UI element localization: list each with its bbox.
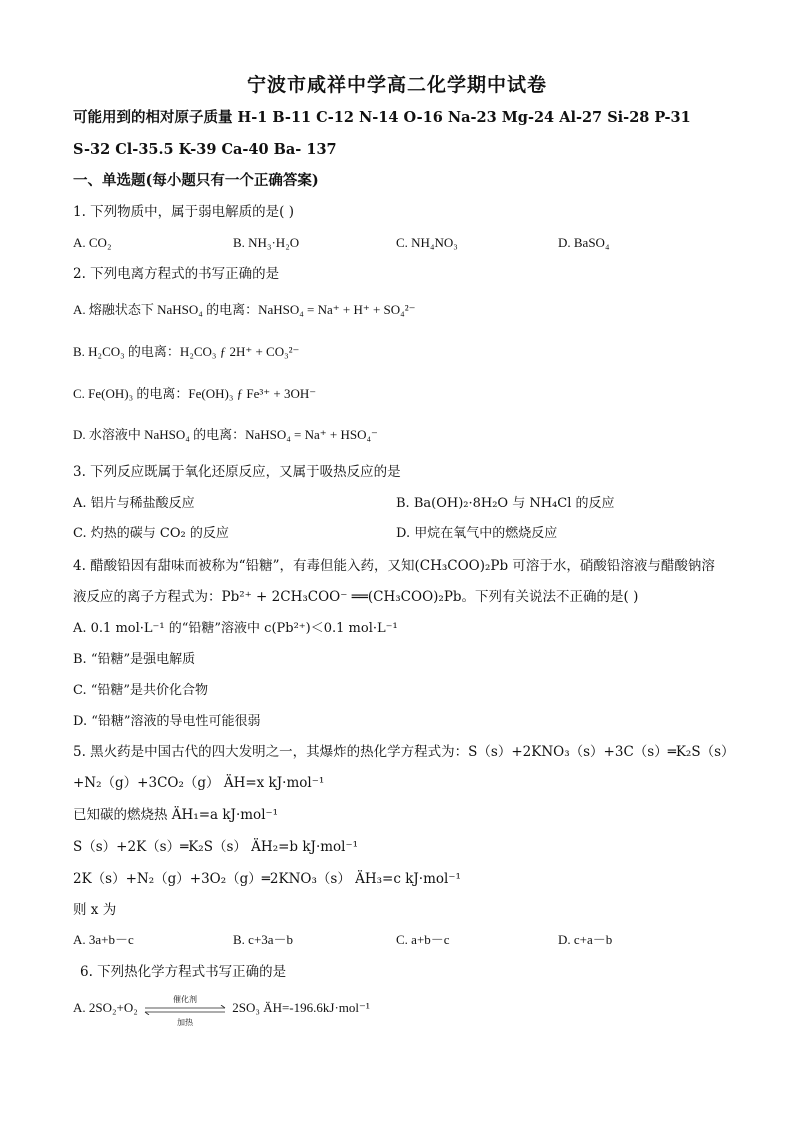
question-5-stem-line-1: 5. 黑火药是中国古代的四大发明之一，其爆炸的热化学方程式为：S（s）+2KNO₃（s）+3C（s）═K₂S（s）	[73, 744, 735, 760]
question-1-option-d: D. BaSO₄	[558, 235, 610, 250]
arrow-condition-bottom: 加热	[177, 1018, 194, 1028]
question-3-stem: 3. 下列反应既属于氧化还原反应，又属于吸热反应的是	[73, 464, 401, 480]
reversible-arrow	[141, 995, 229, 1028]
question-5-option-d: D. c+a－b	[558, 932, 613, 947]
question-1-stem: 1. 下列物质中，属于弱电解质的是( )	[73, 204, 294, 220]
question-6-option-a-products: 2SO₃ ÄH=-196.6kJ·mol⁻¹	[232, 1000, 370, 1015]
question-6-option-a-reactants: A. 2SO₂+O₂	[73, 1000, 138, 1015]
question-4-stem-line-1: 4. 醋酸铅因有甜味而被称为“铅糖”，有毒但能入药，又知(CH₃COO)₂Pb 可溶于水，硝酸铅溶液与醋酸钠溶	[73, 558, 715, 574]
section-heading: 一、单选题(每小题只有一个正确答案)	[73, 172, 319, 189]
question-4-option-c: C. “铅糖”是共价化合物	[73, 683, 209, 698]
question-2-option-b: B. H₂CO₃ 的电离：H₂CO₃ ƒ 2H⁺ + CO₃²⁻	[73, 344, 300, 359]
question-3-option-c: C. 灼热的碳与 CO₂ 的反应	[73, 526, 229, 541]
question-5-option-c: C. a+b－c	[396, 932, 450, 947]
question-5-stem-line-2: +N₂（g）+3CO₂（g） ÄH=x kJ·mol⁻¹	[73, 775, 325, 791]
question-1-option-b: B. NH₃·H₂O	[233, 235, 300, 250]
question-5-stem-line-3: 已知碳的燃烧热 ÄH₁=a kJ·mol⁻¹	[73, 807, 279, 823]
question-1-option-c: C. NH₄NO₃	[396, 235, 458, 250]
exam-title: 宁波市咸祥中学高二化学期中试卷	[246, 74, 547, 96]
question-5-option-b: B. c+3a－b	[233, 932, 294, 947]
question-6-stem: 6. 下列热化学方程式书写正确的是	[80, 964, 287, 980]
atomic-masses-line-2: S-32 Cl-35.5 K-39 Ca-40 Ba- 137	[73, 141, 337, 158]
question-3-option-d: D. 甲烷在氧气中的燃烧反应	[396, 526, 558, 541]
question-4-stem-line-2: 液反应的离子方程式为：Pb²⁺ + 2CH₃COO⁻ ══(CH₃COO)₂Pb。下列有关说法不正确的是( )	[73, 589, 639, 605]
arrow-condition-top: 催化剂	[173, 995, 198, 1005]
question-5-stem-line-6: 则 x 为	[73, 902, 117, 918]
question-3-option-a: A. 铝片与稀盐酸反应	[73, 496, 195, 511]
question-4-option-d: D. “铅糖”溶液的导电性可能很弱	[73, 714, 261, 729]
question-1-option-a: A. CO₂	[73, 235, 112, 250]
question-6-option-a	[73, 995, 370, 1028]
question-5-stem-line-5: 2K（s）+N₂（g）+3O₂（g）═2KNO₃（s） ÄH₃=c kJ·mol⁻¹	[73, 871, 461, 887]
question-5-stem-line-4: S（s）+2K（s）═K₂S（s） ÄH₂=b kJ·mol⁻¹	[73, 839, 359, 855]
question-2-option-c: C. Fe(OH)₃ 的电离：Fe(OH)₃ ƒ Fe³⁺ + 3OH⁻	[73, 386, 317, 401]
question-3-option-b: B. Ba(OH)₂·8H₂O 与 NH₄Cl 的反应	[396, 496, 615, 511]
question-5-option-a: A. 3a+b－c	[73, 932, 134, 947]
question-2-option-a: A. 熔融状态下 NaHSO₄ 的电离：NaHSO₄ = Na⁺ + H⁺ + SO₄²⁻	[73, 302, 416, 317]
question-2-option-d: D. 水溶液中 NaHSO₄ 的电离：NaHSO₄ = Na⁺ + HSO₄⁻	[73, 427, 378, 442]
atomic-masses-line-1: 可能用到的相对原子质量 H-1 B-11 C-12 N-14 O-16 Na-23 Mg-24 Al-27 Si-28 P-31	[73, 109, 691, 126]
question-4-option-b: B. “铅糖”是强电解质	[73, 652, 196, 667]
question-4-option-a: A. 0.1 mol·L⁻¹ 的“铅糖”溶液中 c(Pb²⁺)＜0.1 mol·L⁻¹	[73, 621, 398, 636]
question-2-stem: 2. 下列电离方程式的书写正确的是	[73, 266, 280, 282]
